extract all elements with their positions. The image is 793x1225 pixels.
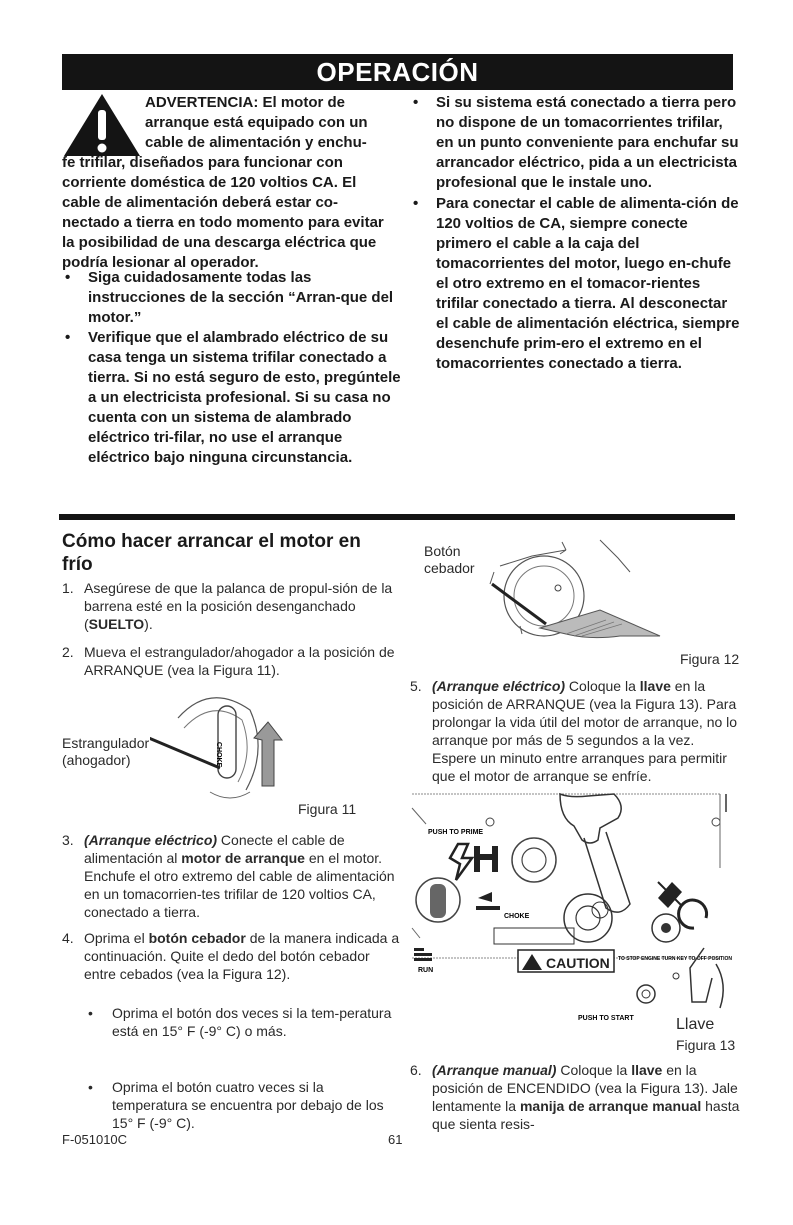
step-6: 6. (Arranque manual) Coloque la llave en la posición de ENCENDIDO (vea la Figura 13). Jale lentamente la manija de arranque manual hasta que sienta resis- [410,1062,740,1132]
warning-bullet: • Si su sistema está conectado a tierra pero no dispone de un tomacorrientes trifilar, en un punto conveniente para enchufar su arrancador eléctrico, pida a un electricista profesional que le instale uno. [410,93,740,193]
step-4-bullet: • Oprima el botón cuatro veces si la temperatura se encuentra por debajo de los 15° F (-9° C). [84,1078,394,1132]
primer-button-illustration [470,536,710,646]
warning-bullet: • Siga cuidadosamente todas las instrucciones de la sección “Arran-que del motor.” [62,268,402,328]
push-to-start-text: PUSH TO START [578,1015,634,1022]
caution-label: CAUTION [546,955,610,971]
step-5: 5. (Arranque eléctrico) Coloque la llave en la posición de ARRANQUE (vea la Figura 13). Para prolongar la vida útil del motor de arranque, no lo arranque por más de 5 segundos a la vez. Espere un minuto entre arranques para permitir que el motor de arranque se enfríe. [410,678,738,784]
fig12-caption: Figura 12 [680,651,740,667]
document-code: F-051010C [62,1132,128,1147]
page-number: 61 [388,1132,403,1147]
choke-illustration [150,680,310,810]
choke-knob-text: CHOKE [215,742,222,768]
push-to-prime-text: PUSH TO PRIME [428,829,484,836]
warning-body: fe trifilar, diseñados para funcionar con corriente doméstica de 120 voltios CA. El cable de alimentación deberá estar co-nectado a tierra en todo momento para evitar la posibilidad de una descarga eléctrica que podría lesionar al operador. [62,154,384,271]
step-4: 4. Oprima el botón cebador de la manera indicada a continuación. Quite el dedo del botón cebador entre cebados (vea la Figura 12). [62,930,400,982]
fig11-label: Estrangulador (ahogador) [62,735,150,768]
warning-bullet: • Para conectar el cable de alimenta-ción de 120 voltios de CA, siempre conecte primero el cable a la caja del tomacorrientes del motor, luego en-chufe el otro extremo en el tomacor-rientes trifilar conectado a tierra. Al desconectar el cable de alimentación eléctrica, siempre desenchufe prim-ero el extremo en el tomacorrientes conectado a tierra. [410,194,740,374]
step-3: 3. (Arranque eléctrico) Conecte el cable de alimentación al motor de arranque en el motor. Enchufe el otro extremo del cable de alimentación en un tomacorrien-tes trifilar de 120 voltios CA, conectado a tierra. [62,832,395,920]
warning-heading: ADVERTENCIA: El motor de arranque está equipado con un cable de alimentación y enchu- [145,94,368,151]
fig12-label: Botón cebador [424,543,475,576]
page-title: OPERACIÓN [316,57,479,87]
warning-icon [62,92,142,158]
step-1: 1. Asegúrese de que la palanca de propul-sión de la barrena esté en la posición desenganchado (SUELTO). [62,580,393,632]
step-2: 2. Mueva el estrangulador/ahogador a la posición de ARRANQUE (vea la Figura 11). [62,644,395,678]
fig11-caption: Figura 11 [298,801,357,817]
key-label: Llave [676,1016,715,1033]
section-title: Cómo hacer arrancar el motor en frío [62,531,361,575]
step-4-bullet: • Oprima el botón dos veces si la tem-peratura está en 15° F (-9° C) o más. [84,1004,394,1040]
choke-text: CHOKE [504,913,530,920]
section-divider [59,514,735,520]
page-header-bar [62,54,733,90]
run-text: RUN [418,967,434,974]
fig13-caption: Figura 13 [676,1037,736,1053]
stop-engine-text: TO STOP ENGINE TURN KEY TO OFF POSITION [618,956,732,962]
warning-bullet: • Verifique que el alambrado eléctrico de su casa tenga un sistema trifilar conectado a tierra. Si no está seguro de esto, pregúntele a un electricista profesional. Si su casa no cuenta con un sistema de alambrado eléctrico tri-filar, no use el arranque eléctrico bajo ninguna circunstancia. [62,328,402,468]
control-panel-illustration [410,788,740,1028]
